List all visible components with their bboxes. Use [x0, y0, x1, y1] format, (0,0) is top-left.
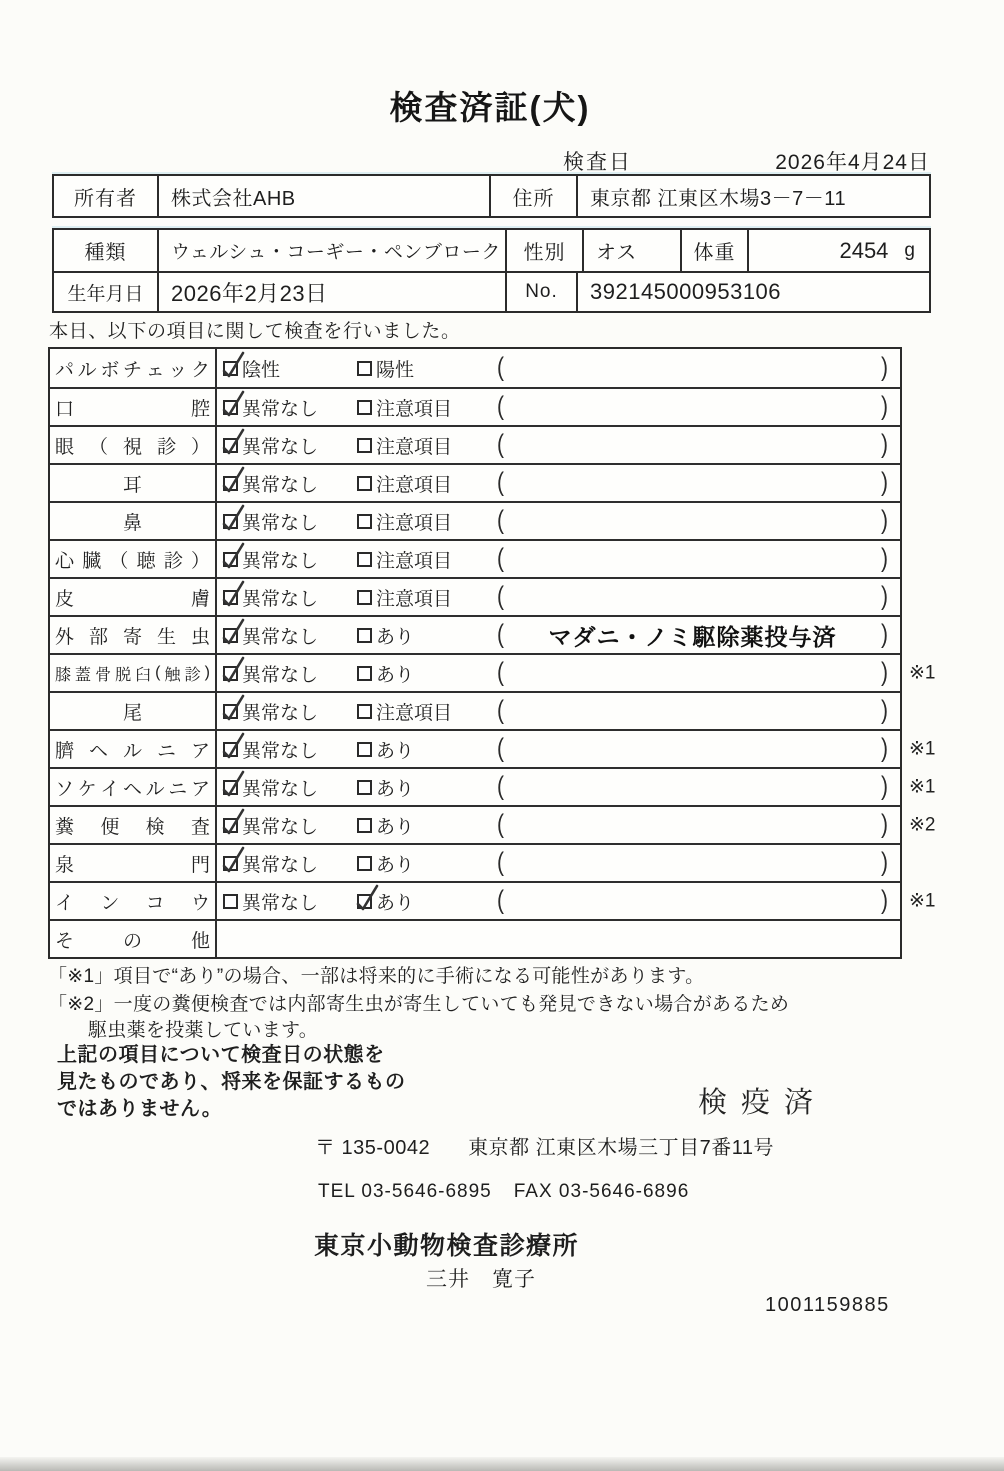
- option-label: 注意項目: [376, 398, 453, 420]
- sex-label: 性別: [505, 230, 582, 271]
- result-option: [223, 394, 357, 421]
- disclaimer-line-3: ではありません。: [57, 1098, 223, 1120]
- open-paren: (: [497, 848, 504, 877]
- result-option: [357, 622, 497, 649]
- item-result-cell: [217, 693, 900, 729]
- close-paren: ): [881, 810, 888, 839]
- item-label: 口 腔: [50, 389, 217, 425]
- close-paren: ): [881, 734, 888, 763]
- checkbox-icon: [357, 818, 372, 833]
- item-label: 泉 門: [50, 845, 217, 881]
- result-option: [357, 470, 497, 497]
- item-label: イ ン コ ウ: [50, 883, 217, 919]
- birth-value: 2026年2月23日: [157, 273, 505, 311]
- no-label: No.: [505, 273, 576, 311]
- item-result-cell: [217, 769, 900, 805]
- owner-label: 所有者: [74, 187, 137, 210]
- checkbox-icon: [357, 856, 372, 871]
- option-label: 異常なし: [242, 626, 319, 648]
- checkbox-icon: [357, 628, 372, 643]
- inspection-row: [50, 691, 900, 729]
- inspection-table: [48, 347, 936, 959]
- checked-checkbox-icon: [223, 818, 238, 833]
- footnote-ref: ※2: [909, 814, 936, 836]
- checkbox-icon: [357, 780, 372, 795]
- result-option: [357, 394, 497, 421]
- open-paren: (: [497, 506, 504, 535]
- option-label: あり: [376, 626, 415, 648]
- inspection-row: [50, 425, 900, 463]
- owner-table: [52, 174, 931, 218]
- option-label: 異常なし: [242, 512, 319, 534]
- item-label: 眼 （ 視 診 ）: [50, 427, 217, 463]
- document-title: 検査済証(犬): [389, 89, 591, 126]
- result-option: [357, 736, 497, 763]
- option-label: 異常なし: [242, 892, 319, 914]
- serial-number: 1001159885: [765, 1294, 890, 1316]
- remarks-area: [497, 582, 900, 611]
- result-option: [223, 432, 357, 459]
- result-option: [223, 888, 357, 915]
- result-option: [223, 774, 357, 801]
- breed-label: 種類: [84, 242, 127, 264]
- intro-text: 本日、以下の項目に関して検査を行いました。: [49, 321, 461, 342]
- result-option: [357, 660, 497, 687]
- open-paren: (: [497, 353, 504, 382]
- quarantine-passed-stamp: 検疫済: [698, 1087, 828, 1119]
- checked-checkbox-icon: [223, 628, 238, 643]
- item-label: 臍 ヘ ル ニ ア: [50, 731, 217, 767]
- checked-checkbox-icon: [223, 400, 238, 415]
- postal-code: 〒 135-0042: [315, 1137, 431, 1159]
- disclaimer-line-2: 見たものであり、将来を保証するもの: [57, 1071, 406, 1093]
- animal-table: [52, 228, 931, 313]
- option-label: 異常なし: [242, 550, 319, 572]
- option-label: 異常なし: [242, 854, 319, 876]
- close-paren: ): [881, 848, 888, 877]
- checkbox-icon: [357, 400, 372, 415]
- item-label: 耳: [50, 465, 217, 501]
- inspection-row: [50, 767, 936, 805]
- checked-checkbox-icon: [223, 361, 238, 376]
- inspection-row: [50, 349, 900, 387]
- clinic-name: 東京小動物検査診療所: [314, 1232, 580, 1260]
- open-paren: (: [497, 430, 504, 459]
- result-option: [357, 508, 497, 535]
- clinic-address: 東京都 江東区木場三丁目7番11号: [468, 1137, 775, 1159]
- option-label: あり: [376, 740, 415, 762]
- owner-row: [54, 176, 929, 216]
- footnote-ref: ※1: [909, 776, 936, 798]
- option-label: 異常なし: [242, 588, 319, 610]
- remarks-text: マダニ・ノミ駆除薬投与済: [548, 623, 837, 650]
- remarks-area: [497, 848, 900, 877]
- weight-unit: g: [904, 239, 915, 261]
- clinic-fax: FAX 03-5646-6896: [513, 1181, 690, 1202]
- remarks-area: [497, 658, 900, 687]
- clinic-contact-line: [318, 1181, 689, 1203]
- birth-label: 生年月日: [67, 283, 144, 305]
- option-label: あり: [376, 664, 415, 686]
- inspection-row: [50, 919, 900, 957]
- open-paren: (: [497, 886, 504, 915]
- breed-value: ウェルシュ・コーギー・ペンブローク: [157, 230, 505, 271]
- option-label: 異常なし: [242, 436, 319, 458]
- birth-row: [54, 271, 929, 311]
- option-label: 異常なし: [242, 778, 319, 800]
- option-label: 注意項目: [376, 588, 453, 610]
- address-value: 東京都 江東区木場3－7－11: [576, 176, 929, 216]
- inspection-row: [50, 615, 900, 653]
- close-paren: ): [881, 468, 888, 497]
- result-option: [223, 584, 357, 611]
- checked-checkbox-icon: [223, 742, 238, 757]
- footnote-1: 「※1」項目で“あり”の場合、一部は将来的に手術になる可能性があります。: [48, 966, 705, 987]
- result-option: [357, 812, 497, 839]
- checked-checkbox-icon: [223, 780, 238, 795]
- disclaimer-statement: [57, 1042, 406, 1123]
- footnote-2-line2: 駆虫薬を投薬しています。: [88, 1020, 319, 1041]
- clinic-tel: TEL 03-5646-6895: [318, 1181, 492, 1202]
- option-label: 異常なし: [242, 398, 319, 420]
- checked-checkbox-icon: [223, 552, 238, 567]
- checked-checkbox-icon: [223, 514, 238, 529]
- remarks-area: [497, 696, 900, 725]
- result-option: [223, 470, 357, 497]
- result-option: [357, 698, 497, 725]
- item-result-cell: [217, 349, 900, 387]
- close-paren: ): [881, 620, 888, 649]
- remarks-area: [497, 619, 900, 652]
- owner-value: 株式会社AHB: [157, 176, 489, 216]
- exam-date-label: 検査日: [563, 151, 632, 174]
- close-paren: ): [881, 506, 888, 535]
- result-option: [223, 660, 357, 687]
- remarks-area: [497, 734, 900, 763]
- close-paren: ): [881, 696, 888, 725]
- option-label: 異常なし: [242, 664, 319, 686]
- inspection-row: [50, 653, 936, 691]
- weight-label: 体重: [680, 230, 747, 271]
- checkbox-icon: [357, 666, 372, 681]
- result-option: [223, 736, 357, 763]
- option-label: 注意項目: [376, 702, 453, 724]
- item-result-cell: [217, 503, 900, 539]
- option-label: 注意項目: [376, 436, 453, 458]
- result-option: [357, 546, 497, 573]
- option-label: 異常なし: [242, 740, 319, 762]
- inspection-row: [50, 805, 936, 843]
- result-option: [357, 584, 497, 611]
- item-label: 皮 膚: [50, 579, 217, 615]
- close-paren: ): [881, 392, 888, 421]
- footnote-2-line1: 「※2」一度の糞便検査では内部寄生虫が寄生していても発見できない場合があるため: [48, 994, 790, 1015]
- open-paren: (: [497, 772, 504, 801]
- item-result-cell: [217, 883, 900, 919]
- remarks-area: [497, 886, 900, 915]
- remarks-area: [497, 544, 900, 573]
- open-paren: (: [497, 544, 504, 573]
- footnote-ref: ※1: [909, 738, 936, 760]
- checkbox-icon: [357, 476, 372, 491]
- close-paren: ): [881, 772, 888, 801]
- item-label: パ ル ボ チ ェ ッ ク: [50, 349, 217, 387]
- checked-checkbox-icon: [223, 438, 238, 453]
- inspection-row: [50, 539, 900, 577]
- weight-value: [747, 230, 929, 271]
- option-label: 注意項目: [376, 474, 453, 496]
- checkbox-icon: [357, 361, 372, 376]
- item-result-cell: [217, 845, 900, 881]
- open-paren: (: [497, 658, 504, 687]
- item-result-cell: [217, 921, 900, 957]
- item-result-cell: [217, 427, 900, 463]
- inspection-row: [50, 843, 900, 881]
- weight-number: 2454: [839, 237, 889, 263]
- close-paren: ): [881, 430, 888, 459]
- clinic-postal-line: [315, 1131, 774, 1160]
- remarks-area: [497, 353, 900, 382]
- item-result-cell: [217, 389, 900, 425]
- checkbox-icon: [223, 894, 238, 909]
- result-option: [223, 508, 357, 535]
- remarks-area: [497, 430, 900, 459]
- result-option: [357, 355, 497, 382]
- sex-value: オス: [582, 230, 680, 271]
- close-paren: ): [881, 353, 888, 382]
- option-label: あり: [376, 816, 415, 838]
- open-paren: (: [497, 620, 504, 649]
- open-paren: (: [497, 582, 504, 611]
- checkbox-icon: [357, 704, 372, 719]
- option-label: 異常なし: [242, 474, 319, 496]
- option-label: あり: [376, 892, 415, 914]
- remarks-area: [497, 810, 900, 839]
- result-option: [223, 850, 357, 877]
- item-result-cell: [217, 617, 900, 653]
- item-label: 膝 蓋 骨 脱 臼 ( 触 診 ): [50, 655, 217, 691]
- open-paren: (: [497, 468, 504, 497]
- inspection-row: [50, 577, 900, 615]
- option-label: 陰性: [242, 359, 281, 381]
- inspection-row: [50, 463, 900, 501]
- inspection-row: [50, 387, 900, 425]
- result-option: [223, 546, 357, 573]
- result-option: [223, 622, 357, 649]
- result-option: [223, 355, 357, 382]
- footnote-ref: ※1: [909, 662, 936, 684]
- item-label: ソ ケ イ ヘ ル ニ ア: [50, 769, 217, 805]
- checked-checkbox-icon: [223, 666, 238, 681]
- item-label: 尾: [50, 693, 217, 729]
- item-result-cell: [217, 807, 900, 843]
- option-label: あり: [376, 778, 415, 800]
- address-label: 住所: [489, 176, 576, 216]
- result-option: [357, 888, 497, 915]
- footnote-ref: ※1: [909, 890, 936, 912]
- item-label: 心 臓 （ 聴 診 ）: [50, 541, 217, 577]
- item-label: 鼻: [50, 503, 217, 539]
- item-label: 糞 便 検 査: [50, 807, 217, 843]
- breed-row: [54, 230, 929, 271]
- no-value: 392145000953106: [576, 273, 929, 311]
- checkbox-icon: [357, 590, 372, 605]
- item-label: そ の 他: [50, 921, 217, 957]
- inspection-row: [50, 501, 900, 539]
- close-paren: ): [881, 658, 888, 687]
- exam-date-value: 2026年4月24日: [775, 151, 930, 174]
- disclaimer-line-1: 上記の項目について検査日の状態を: [57, 1044, 385, 1066]
- open-paren: (: [497, 392, 504, 421]
- checked-checkbox-icon: [223, 476, 238, 491]
- option-label: 異常なし: [242, 702, 319, 724]
- result-option: [223, 698, 357, 725]
- remarks-area: [497, 506, 900, 535]
- option-label: 注意項目: [376, 550, 453, 572]
- remarks-area: [497, 468, 900, 497]
- checkbox-icon: [357, 438, 372, 453]
- close-paren: ): [881, 544, 888, 573]
- checked-checkbox-icon: [357, 894, 372, 909]
- checked-checkbox-icon: [223, 590, 238, 605]
- open-paren: (: [497, 810, 504, 839]
- item-result-cell: [217, 579, 900, 615]
- scan-edge-shadow: [0, 1457, 1004, 1471]
- option-label: あり: [376, 854, 415, 876]
- option-label: 異常なし: [242, 816, 319, 838]
- item-label: 外 部 寄 生 虫: [50, 617, 217, 653]
- inspection-row: [50, 729, 936, 767]
- checked-checkbox-icon: [223, 704, 238, 719]
- option-label: 注意項目: [376, 512, 453, 534]
- item-result-cell: [217, 731, 900, 767]
- result-option: [357, 432, 497, 459]
- checkbox-icon: [357, 514, 372, 529]
- item-result-cell: [217, 541, 900, 577]
- close-paren: ): [881, 886, 888, 915]
- close-paren: ): [881, 582, 888, 611]
- checked-checkbox-icon: [223, 856, 238, 871]
- veterinarian-name: 三井 寛子: [426, 1268, 536, 1291]
- item-result-cell: [217, 465, 900, 501]
- checkbox-icon: [357, 742, 372, 757]
- result-option: [223, 812, 357, 839]
- inspection-row: [50, 881, 936, 919]
- open-paren: (: [497, 734, 504, 763]
- remarks-area: [497, 772, 900, 801]
- option-label: 陽性: [376, 359, 415, 381]
- checkbox-icon: [357, 552, 372, 567]
- item-result-cell: [217, 655, 900, 691]
- result-option: [357, 850, 497, 877]
- remarks-area: [497, 392, 900, 421]
- open-paren: (: [497, 696, 504, 725]
- result-option: [357, 774, 497, 801]
